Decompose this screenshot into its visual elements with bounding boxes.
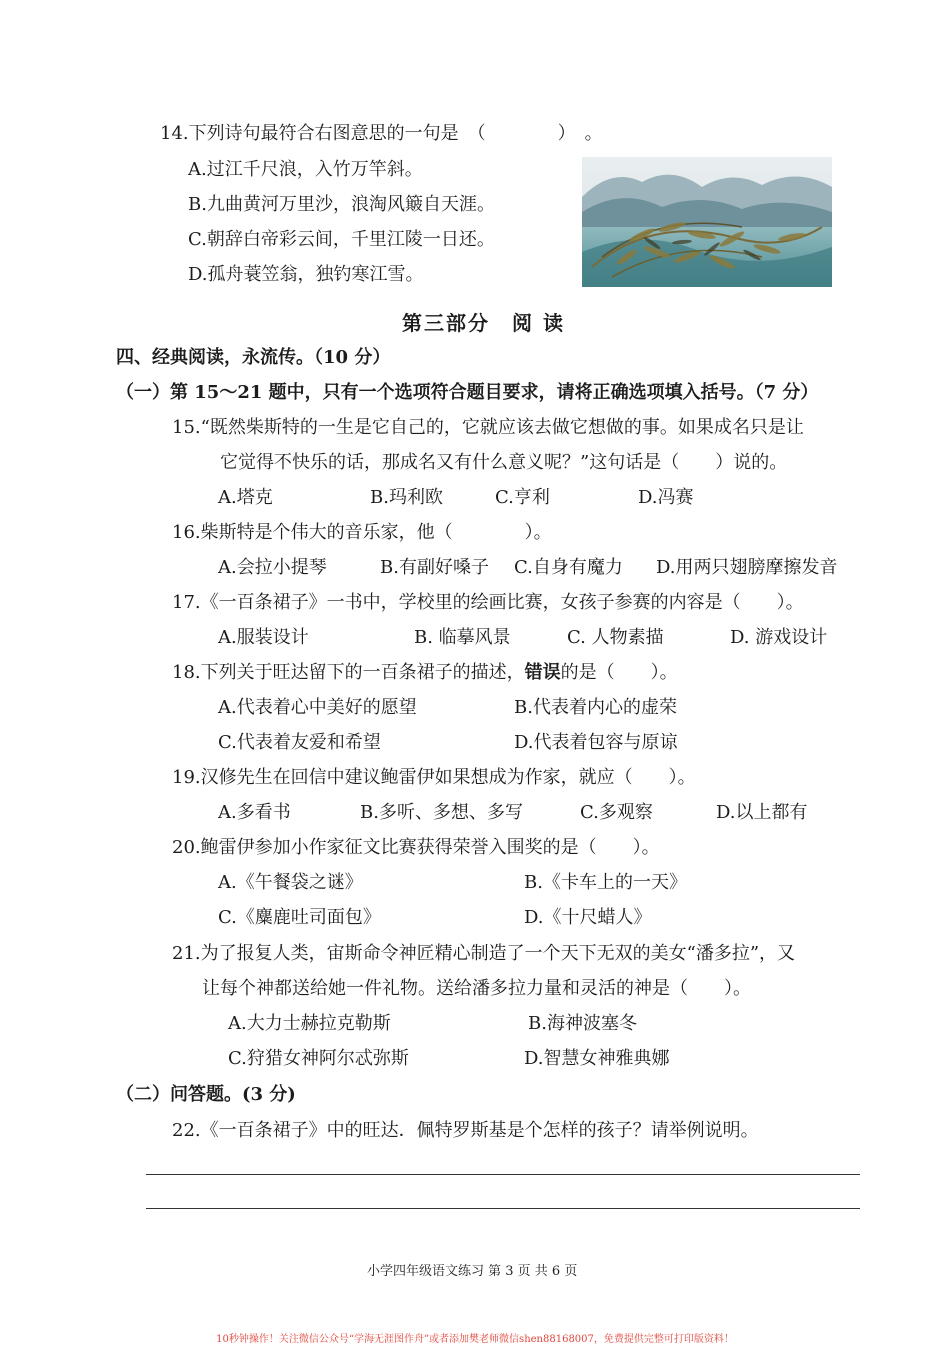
q17-option-b: B. 临摹风景 <box>414 627 511 648</box>
q21-option-d: D.智慧女神雅典娜 <box>524 1048 670 1069</box>
section-heading: 四、经典阅读，永流传。（10 分） <box>116 347 391 368</box>
q16-option-c: C.自身有魔力 <box>514 557 623 578</box>
q14-option-a: A.过江千尺浪，入竹万竿斜。 <box>188 159 423 180</box>
q19-option-a: A.多看书 <box>218 802 291 823</box>
q18-option-a: A.代表着心中美好的愿望 <box>218 697 417 718</box>
q15-stem-line1: 15.“既然柴斯特的一生是它自己的，它就应该去做它想做的事。如果成名只是让 <box>172 417 804 438</box>
subsection-heading-2: （二）问答题。(3 分) <box>116 1084 296 1105</box>
q17-option-c: C. 人物素描 <box>567 627 664 648</box>
q17-option-a: A.服装设计 <box>218 627 309 648</box>
q18-option-c: C.代表着友爱和希望 <box>218 732 381 753</box>
q17-option-d: D. 游戏设计 <box>730 627 828 648</box>
q20-option-b: B.《卡车上的一天》 <box>524 872 687 893</box>
page-footer: 小学四年级语文练习 第 3 页 共 6 页 <box>367 1264 578 1279</box>
landscape-illustration <box>582 157 832 287</box>
q18-option-d: D.代表着包容与原谅 <box>514 732 678 753</box>
q20-option-d: D.《十尺蜡人》 <box>524 907 652 928</box>
q17-stem: 17.《一百条裙子》一书中，学校里的绘画比赛，女孩子参赛的内容是（ ）。 <box>172 592 804 613</box>
q21-option-a: A.大力士赫拉克勒斯 <box>228 1013 391 1034</box>
q19-stem: 19.汉修先生在回信中建议鲍雷伊如果想成为作家，就应（ ）。 <box>172 767 696 788</box>
q15-stem-line2: 它觉得不快乐的话，那成名又有什么意义呢？”这句话是（ ）说的。 <box>220 452 788 473</box>
q15-option-b: B.玛利欧 <box>370 487 443 508</box>
part-title: 第三部分 阅 读 <box>402 311 565 335</box>
q19-option-b: B.多听、多想、多写 <box>360 802 523 823</box>
promo-banner: 10秒钟操作！关注微信公众号“学海无涯图作舟”或者添加樊老师微信shen88168007，免费提供完整可打印版资料！ <box>216 1334 734 1345</box>
bamboo-river-icon <box>582 157 832 287</box>
q14-option-c: C.朝辞白帝彩云间，千里江陵一日还。 <box>188 229 495 250</box>
q16-option-a: A.会拉小提琴 <box>218 557 327 578</box>
q22-stem: 22.《一百条裙子》中的旺达．佩特罗斯基是个怎样的孩子？请举例说明。 <box>172 1120 759 1141</box>
q16-option-b: B.有副好嗓子 <box>380 557 489 578</box>
q15-option-c: C.亨利 <box>495 487 550 508</box>
q16-stem: 16.柴斯特是个伟大的音乐家，他（ ）。 <box>172 522 552 543</box>
q18-stem-pre: 18.下列关于旺达留下的一百条裙子的描述， <box>172 662 525 683</box>
answer-line-2[interactable] <box>146 1208 860 1209</box>
q19-option-c: C.多观察 <box>580 802 653 823</box>
q18-stem <box>172 661 678 685</box>
q19-option-d: D.以上都有 <box>716 802 808 823</box>
q14-option-b: B.九曲黄河万里沙，浪淘风簸自天涯。 <box>188 194 495 215</box>
subsection-heading-1: （一）第 15～21 题中，只有一个选项符合题目要求，请将正确选项填入括号。（7 分） <box>116 382 819 403</box>
q15-option-d: D.冯赛 <box>638 487 694 508</box>
q14-stem: 14.下列诗句最符合右图意思的一句是 （ ） 。 <box>160 123 603 144</box>
q21-stem-line1: 21.为了报复人类，宙斯命令神匠精心制造了一个天下无双的美女“潘多拉”，又 <box>172 943 796 964</box>
q20-option-a: A.《午餐袋之谜》 <box>218 872 363 893</box>
q14-option-d: D.孤舟蓑笠翁，独钓寒江雪。 <box>188 264 424 285</box>
q20-stem: 20.鲍雷伊参加小作家征文比赛获得荣誉入围奖的是（ ）。 <box>172 837 660 858</box>
q16-option-d: D.用两只翅膀摩擦发音 <box>656 557 838 578</box>
q21-stem-line2: 让每个神都送给她一件礼物。送给潘多拉力量和灵活的神是（ ）。 <box>202 978 751 999</box>
q15-option-a: A.塔克 <box>218 487 273 508</box>
q18-option-b: B.代表着内心的虚荣 <box>514 697 677 718</box>
q18-stem-post: 的是（ ）。 <box>560 662 678 683</box>
q21-option-c: C.狩猎女神阿尔忒弥斯 <box>228 1048 409 1069</box>
answer-line-1[interactable] <box>146 1174 860 1175</box>
q21-option-b: B.海神波塞冬 <box>528 1013 637 1034</box>
q18-stem-emphasis: 错误 <box>524 662 561 683</box>
q20-option-c: C.《麋鹿吐司面包》 <box>218 907 381 928</box>
